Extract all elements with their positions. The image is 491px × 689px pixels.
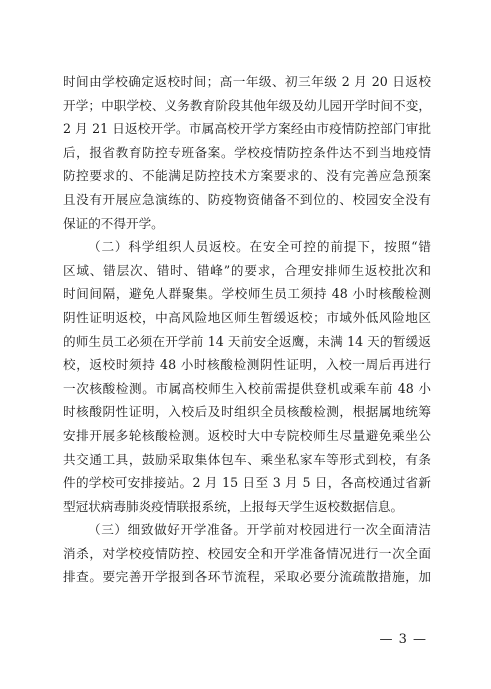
text-line: 消杀，对学校疫情防控、校园安全和开学准备情况进行一次全面 [63,545,431,561]
text-line: 区域、错层次、错时、错峰”的要求，合理安排师生返校批次和 [63,262,431,278]
text-line: 防控要求的、不能满足防控技术方案要求的、没有完善应急预案 [63,168,431,184]
text-line: 且没有开展应急演练的、防疫物资储备不到位的、校园安全没有 [63,191,431,207]
text-line: 共交通工具，鼓励采取集体包车、乘坐私家车等形式到校，有条 [63,451,431,467]
text-line: 保证的不得开学。 [63,215,164,231]
text-line: 的师生员工必须在开学前 14 天前安全返鹰，未满 14 天的暂缓返 [63,333,431,349]
text-line: 校，返校时须持 48 小时核酸检测阴性证明，入校一周后再进行 [63,357,431,373]
page-number: — 3 — [379,632,427,647]
section-heading-line: （二）科学组织人员返校。在安全可控的前提下，按照“错 [88,239,431,255]
text-line: 件的学校可安排接站。2 月 15 日至 3 月 5 日，各高校通过省新 [63,475,431,491]
text-line: 时核酸阴性证明，入校后及时组织全员核酸检测，根据属地统筹 [63,404,431,420]
section-heading-line: （三）细致做好开学准备。开学前对校园进行一次全面清洁 [88,522,431,538]
text-line: 安排开展多轮核酸检测。返校时大中专院校师生尽量避免乘坐公 [63,427,431,443]
text-line: 2 月 21 日返校开学。市属高校开学方案经由市疫情防控部门审批 [63,121,431,137]
text-line: 开学；中职学校、义务教育阶段其他年级及幼儿园开学时间不变， [63,97,431,113]
text-line: 时间间隔，避免人群聚集。学校师生员工须持 48 小时核酸检测 [63,286,431,302]
text-line: 后，报省教育防控专班备案。学校疫情防控条件达不到当地疫情 [63,144,431,160]
text-line: 阴性证明返校，中高风险地区师生暂缓返校；市域外低风险地区 [63,309,431,325]
text-line: 时间由学校确定返校时间；高一年级、初三年级 2 月 20 日返校 [63,74,431,89]
text-line: 排查。要完善开学报到各环节流程，采取必要分流疏散措施，加 [63,569,431,585]
body-text [63,70,431,589]
text-line: 一次核酸检测。市属高校师生入校前需提供登机或乘车前 48 小 [63,380,431,396]
text-line: 型冠状病毒肺炎疫情联报系统，上报每天学生返校数据信息。 [63,498,404,514]
